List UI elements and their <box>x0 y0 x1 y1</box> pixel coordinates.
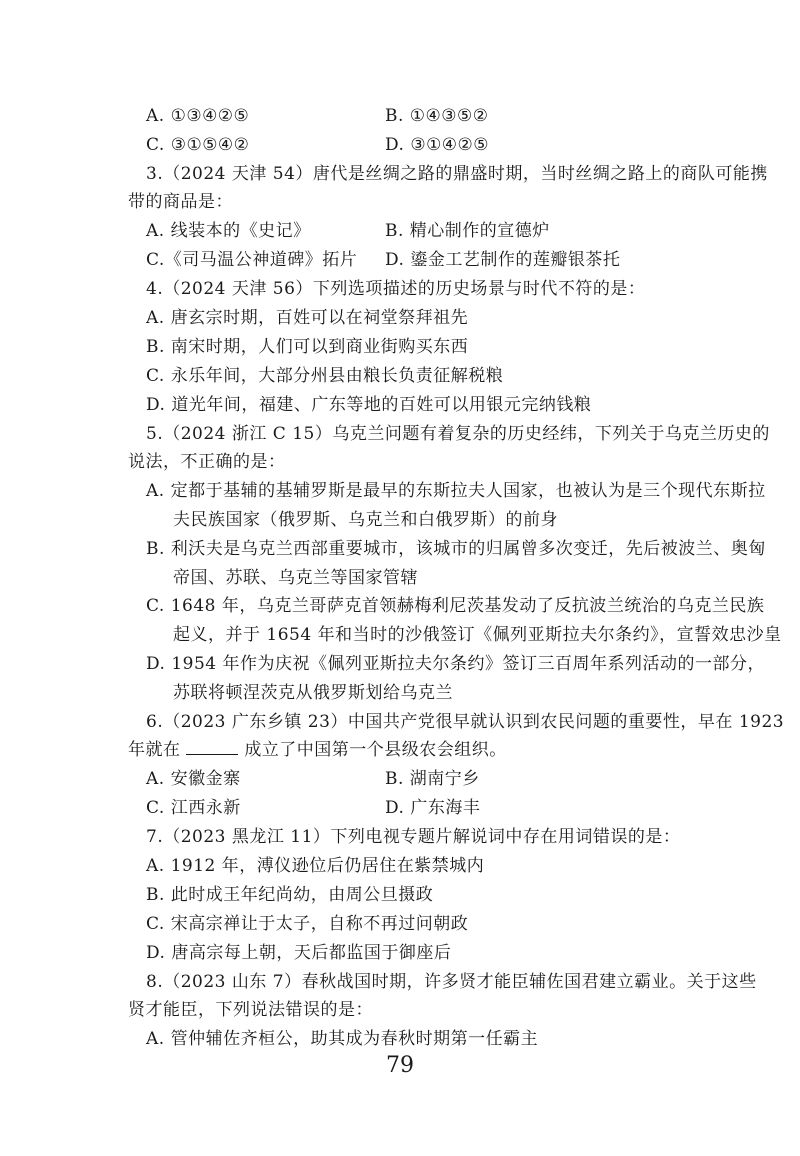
q6-stem-line1: 6.（2023 广东乡镇 23）中国共产党很早就认识到农民问题的重要性，早在 1923 <box>146 712 785 732</box>
q5-option-c-line1: C. 1648 年，乌克兰哥萨克首领赫梅利尼茨基发动了反抗波兰统治的乌克兰民族 <box>146 596 765 616</box>
q6-option-b: B. 湖南宁乡 <box>385 769 480 789</box>
q5-stem-line2: 说法，不正确的是： <box>128 452 286 472</box>
q4-option-c: C. 永乐年间，大部分州县由粮长负责征解税粮 <box>146 366 504 386</box>
q5-option-d-line1: D. 1954 年作为庆祝《佩列亚斯拉夫尔条约》签订三百周年系列活动的一部分， <box>146 654 765 674</box>
q3-option-a: A. 线装本的《史记》 <box>146 221 311 241</box>
q3-stem-line2: 带的商品是： <box>128 192 233 212</box>
q7-option-c: C. 宋高宗禅让于太子，自称不再过问朝政 <box>146 914 469 934</box>
q2-option-a: A. ①③④②⑤ <box>146 106 250 126</box>
q2-option-c: C. ③①⑤④② <box>146 135 250 155</box>
q5-option-a-line2: 夫民族国家（俄罗斯、乌克兰和白俄罗斯）的前身 <box>173 510 558 530</box>
q2-option-b: B. ①④③⑤② <box>385 106 489 126</box>
answer-blank <box>186 739 238 755</box>
q8-option-a: A. 管仲辅佐齐桓公，助其成为春秋时期第一任霸主 <box>146 1029 539 1049</box>
q6-stem-line2 <box>128 738 507 762</box>
q6-option-a: A. 安徽金寨 <box>146 769 241 789</box>
q6-stem-after-blank: 成立了中国第一个县级农会组织。 <box>244 740 507 760</box>
q4-stem: 4.（2024 天津 56）下列选项描述的历史场景与时代不符的是： <box>146 279 646 299</box>
q4-option-a: A. 唐玄宗时期，百姓可以在祠堂祭拜祖先 <box>146 308 469 328</box>
q3-option-d: D. 鎏金工艺制作的莲瓣银茶托 <box>385 250 621 270</box>
q6-option-c: C. 江西永新 <box>146 798 241 818</box>
q4-option-d: D. 道光年间，福建、广东等地的百姓可以用银元完纳钱粮 <box>146 395 592 415</box>
q5-option-a-line1: A. 定都于基辅的基辅罗斯是最早的东斯拉夫人国家，也被认为是三个现代东斯拉 <box>146 481 766 501</box>
q4-option-b: B. 南宋时期，人们可以到商业街购买东西 <box>146 337 469 357</box>
q3-option-b: B. 精心制作的宣德炉 <box>385 221 550 241</box>
q5-option-b-line1: B. 利沃夫是乌克兰西部重要城市，该城市的归属曾多次变迁，先后被波兰、奥匈 <box>146 539 766 559</box>
q5-option-b-line2: 帝国、苏联、乌克兰等国家管辖 <box>173 568 418 588</box>
q5-option-c-line2: 起义，并于 1654 年和当时的沙俄签订《佩列亚斯拉夫尔条约》，宣誓效忠沙皇 <box>173 625 782 645</box>
page-number: 79 <box>386 1053 414 1078</box>
q7-option-d: D. 唐高宗每上朝，天后都监国于御座后 <box>146 943 452 963</box>
q7-option-b: B. 此时成王年纪尚幼，由周公旦摄政 <box>146 885 434 905</box>
q3-option-c: C.《司马温公神道碑》拓片 <box>146 250 358 270</box>
q8-stem-line1: 8.（2023 山东 7）春秋战国时期，许多贤才能臣辅佐国君建立霸业。关于这些 <box>146 972 757 992</box>
q8-stem-line2: 贤才能臣，下列说法错误的是： <box>128 1000 373 1020</box>
q5-stem-line1: 5.（2024 浙江 C 15）乌克兰问题有着复杂的历史经纬，下列关于乌克兰历史的 <box>146 424 770 444</box>
q7-stem: 7.（2023 黑龙江 11）下列电视专题片解说词中存在用词错误的是： <box>146 827 681 847</box>
q2-option-d: D. ③①④②⑤ <box>385 135 490 155</box>
q3-stem-line1: 3.（2024 天津 54）唐代是丝绸之路的鼎盛时期，当时丝绸之路上的商队可能携 <box>146 164 768 184</box>
q6-stem-before-blank: 年就在 <box>128 740 181 760</box>
q7-option-a: A. 1912 年，溥仪逊位后仍居住在紫禁城内 <box>146 856 485 876</box>
q5-option-d-line2: 苏联将顿涅茨克从俄罗斯划给乌克兰 <box>173 683 453 703</box>
q6-option-d: D. 广东海丰 <box>385 798 481 818</box>
